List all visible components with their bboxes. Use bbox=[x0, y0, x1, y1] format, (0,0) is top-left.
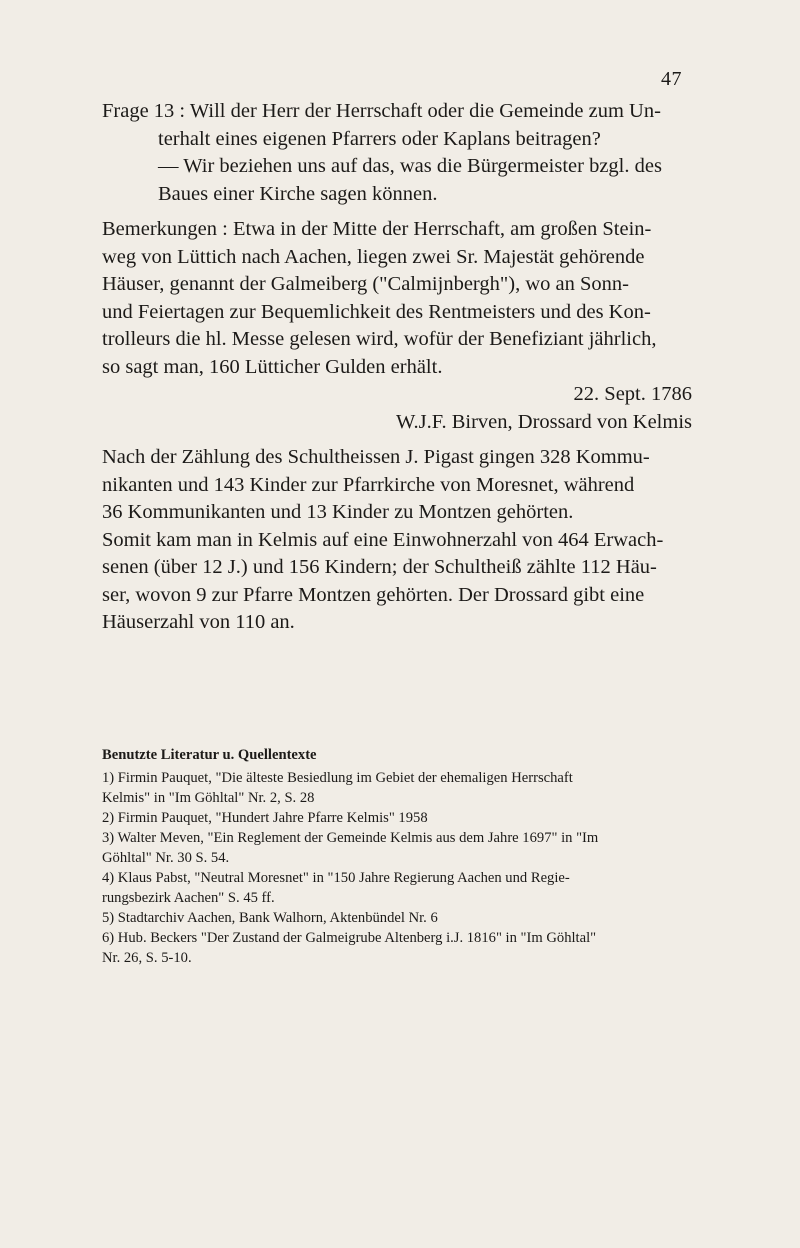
literature-line: 2) Firmin Pauquet, "Hundert Jahre Pfarre Kelmis" 1958 bbox=[102, 810, 428, 826]
literature-line: rungsbezirk Aachen" S. 45 ff. bbox=[102, 890, 275, 906]
literature-line: Kelmis" in "Im Göhltal" Nr. 2, S. 28 bbox=[102, 790, 315, 806]
literature-line: 6) Hub. Beckers "Der Zustand der Galmeigrube Altenberg i.J. 1816" in "Im Göhltal" bbox=[102, 930, 597, 946]
zaehlung-line: Somit kam man in Kelmis auf eine Einwohnerzahl von 464 Erwach- bbox=[102, 528, 664, 551]
zaehlung-line: ser, wovon 9 zur Pfarre Montzen gehörten. Der Drossard gibt eine bbox=[102, 583, 645, 606]
literature-line: 5) Stadtarchiv Aachen, Bank Walhorn, Aktenbündel Nr. 6 bbox=[102, 910, 438, 926]
main-text bbox=[102, 98, 692, 637]
bemerkungen-line: Häuser, genannt der Galmeiberg ("Calmijnbergh"), wo an Sonn- bbox=[102, 273, 629, 295]
literature-line: 4) Klaus Pabst, "Neutral Moresnet" in "150 Jahre Regierung Aachen und Regie- bbox=[102, 870, 570, 886]
letter-signature: W.J.F. Birven, Drossard von Kelmis bbox=[396, 410, 692, 433]
page-number: 47 bbox=[661, 68, 682, 90]
frage13-line: Frage 13 : Will der Herr der Herrschaft oder die Gemeinde zum Un- bbox=[102, 100, 661, 122]
literature-line: Göhltal" Nr. 30 S. 54. bbox=[102, 850, 230, 866]
frage13-line: terhalt eines eigenen Pfarrers oder Kaplans beitragen? bbox=[158, 127, 601, 150]
literature-line: Nr. 26, S. 5-10. bbox=[102, 950, 192, 966]
bemerkungen-line: und Feiertagen zur Bequemlichkeit des Rentmeisters und des Kon- bbox=[102, 300, 651, 323]
literature-section bbox=[102, 745, 692, 968]
bemerkungen-line: trolleurs die hl. Messe gelesen wird, wofür der Benefiziant jährlich, bbox=[102, 328, 657, 350]
letter-date: 22. Sept. 1786 bbox=[573, 383, 692, 405]
literature-heading: Benutzte Literatur u. Quellentexte bbox=[102, 747, 317, 763]
literature-line: 1) Firmin Pauquet, "Die älteste Besiedlung im Gebiet der ehemaligen Herrschaft bbox=[102, 770, 573, 786]
literature-line: 3) Walter Meven, "Ein Reglement der Gemeinde Kelmis aus dem Jahre 1697" in "Im bbox=[102, 830, 599, 846]
zaehlung-line: Nach der Zählung des Schultheissen J. Pigast gingen 328 Kommu- bbox=[102, 446, 650, 468]
zaehlung-line: senen (über 12 J.) und 156 Kindern; der Schultheiß zählte 112 Häu- bbox=[102, 556, 657, 578]
frage13-line: Baues einer Kirche sagen können. bbox=[158, 182, 438, 205]
zaehlung-line: Häuserzahl von 110 an. bbox=[102, 611, 295, 633]
bemerkungen-line: weg von Lüttich nach Aachen, liegen zwei Sr. Majestät gehörende bbox=[102, 245, 645, 268]
bemerkungen-line: Bemerkungen : Etwa in der Mitte der Herrschaft, am großen Stein- bbox=[102, 218, 652, 240]
zaehlung-line: 36 Kommunikanten und 13 Kinder zu Montzen gehörten. bbox=[102, 501, 574, 523]
zaehlung-line: nikanten und 143 Kinder zur Pfarrkirche von Moresnet, während bbox=[102, 473, 635, 496]
frage13-line: — Wir beziehen uns auf das, was die Bürgermeister bzgl. des bbox=[158, 155, 662, 177]
bemerkungen-line: so sagt man, 160 Lütticher Gulden erhält. bbox=[102, 355, 443, 378]
